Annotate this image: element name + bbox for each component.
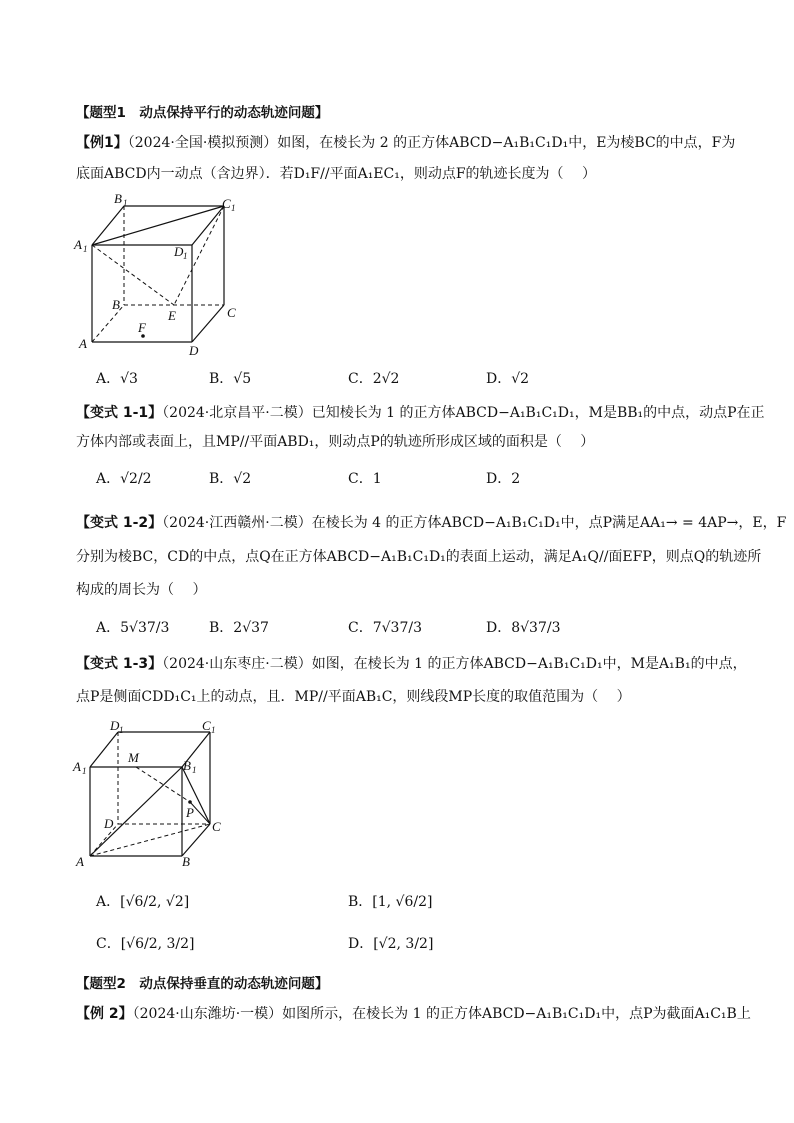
v13-line-2: 点P是侧面CDD₁C₁上的动点，且．MP//平面AB₁C，则线段MP长度的取值范围为（ ） xyxy=(76,689,631,705)
ex1-line-1 xyxy=(76,132,735,152)
v11-line-2: 方体内部或表面上，且MP//平面ABD₁，则动点P的轨迹所形成区域的面积是（ ） xyxy=(76,434,595,450)
v12-tag: 【变式 1-2】 xyxy=(76,515,163,531)
ex1-option-c[interactable]: C．2√2 xyxy=(348,371,400,387)
label-A1: A xyxy=(73,759,81,774)
label-D: D xyxy=(104,816,114,831)
label-C: C xyxy=(227,305,236,320)
v11-option-b[interactable]: B．√2 xyxy=(209,471,252,487)
v11-tag: 【变式 1-1】 xyxy=(76,405,163,421)
label-A1: A xyxy=(74,237,82,252)
label-D: D xyxy=(189,343,199,358)
v13-option-a[interactable]: A．[√6/2, √2] xyxy=(96,894,190,910)
svg-text:1: 1 xyxy=(83,244,88,254)
section-title-2: 【题型2 动点保持垂直的动态轨迹问题】 xyxy=(76,976,329,992)
svg-text:1: 1 xyxy=(183,251,188,261)
v12-option-c[interactable]: C．7√37/3 xyxy=(348,620,422,636)
label-A: A xyxy=(79,336,87,351)
v12-text-1: （2024·江西赣州·二模）在棱长为 4 的正方体ABCD−A₁B₁C₁D₁中，点P满足AA₁→ = 4AP→，E，F xyxy=(162,515,787,531)
label-M: M xyxy=(128,750,139,765)
ex1-text-1: （2024·全国·模拟预测）如图，在棱长为 2 的正方体ABCD−A₁B₁C₁D₁中，E为棱BC的中点，F为 xyxy=(127,135,736,151)
svg-text:1: 1 xyxy=(211,725,216,735)
label-P: P xyxy=(186,805,194,820)
v13-line-1 xyxy=(76,653,747,673)
label-B1: B xyxy=(183,758,191,773)
label-C: C xyxy=(212,819,221,834)
svg-text:1: 1 xyxy=(123,198,128,208)
v12-line-3: 构成的周长为（ ） xyxy=(76,582,207,598)
v11-option-a[interactable]: A．√2/2 xyxy=(96,471,152,487)
label-F: F xyxy=(138,320,146,335)
v13-text-1: （2024·山东枣庄·二模）如图，在棱长为 1 的正方体ABCD−A₁B₁C₁D₁中，M是A₁B₁的中点， xyxy=(162,656,747,672)
v11-option-d[interactable]: D．2 xyxy=(486,471,521,487)
ex2-text-1: （2024·山东潍坊·一模）如图所示，在棱长为 1 的正方体ABCD−A₁B₁C₁D₁中，点P为截面A₁C₁B上 xyxy=(132,1006,751,1022)
v12-option-b[interactable]: B．2√37 xyxy=(209,620,269,636)
ex1-option-b[interactable]: B．√5 xyxy=(209,371,252,387)
ex1-line-2: 底面ABCD内一动点（含边界）．若D₁F//平面A₁EC₁，则动点F的轨迹长度为（ ） xyxy=(76,166,597,182)
svg-text:1: 1 xyxy=(231,203,236,213)
v11-option-c[interactable]: C．1 xyxy=(348,471,382,487)
v12-line-2: 分别为棱BC，CD的中点，点Q在正方体ABCD−A₁B₁C₁D₁的表面上运动，满足A₁Q//面EFP，则点Q的轨迹所 xyxy=(76,549,762,565)
label-C1: C xyxy=(202,718,211,733)
label-B: B xyxy=(182,854,190,869)
ex1-option-a[interactable]: A．√3 xyxy=(96,371,138,387)
v13-cube-figure xyxy=(72,712,232,872)
v12-option-a[interactable]: A．5√37/3 xyxy=(96,620,170,636)
v13-option-b[interactable]: B．[1, √6/2] xyxy=(348,894,433,910)
v12-line-1 xyxy=(76,512,786,532)
label-C1: C xyxy=(222,196,231,211)
v13-tag: 【变式 1-3】 xyxy=(76,656,163,672)
label-B1: B xyxy=(114,191,122,206)
ex2-tag: 【例 2】 xyxy=(76,1006,133,1022)
ex1-cube-figure xyxy=(72,190,252,360)
v13-option-c[interactable]: C．[√6/2, 3/2] xyxy=(96,936,195,952)
v11-line-1 xyxy=(76,402,765,422)
ex1-tag: 【例1】 xyxy=(76,135,128,151)
label-B: B xyxy=(112,297,120,312)
label-E: E xyxy=(168,308,176,323)
ex1-option-d[interactable]: D．√2 xyxy=(486,371,530,387)
v11-text-1: （2024·北京昌平·二模）已知棱长为 1 的正方体ABCD−A₁B₁C₁D₁，M是BB₁的中点，动点P在正 xyxy=(162,405,765,421)
ex2-line-1 xyxy=(76,1003,751,1023)
label-A: A xyxy=(76,854,84,869)
label-D1: D xyxy=(174,244,184,259)
section-title-1: 【题型1 动点保持平行的动态轨迹问题】 xyxy=(76,105,329,121)
v12-option-d[interactable]: D．8√37/3 xyxy=(486,620,561,636)
svg-text:1: 1 xyxy=(119,725,124,735)
v13-option-d[interactable]: D．[√2, 3/2] xyxy=(348,936,434,952)
svg-text:1: 1 xyxy=(82,766,87,776)
label-D1: D xyxy=(110,718,120,733)
svg-text:1: 1 xyxy=(192,765,197,775)
